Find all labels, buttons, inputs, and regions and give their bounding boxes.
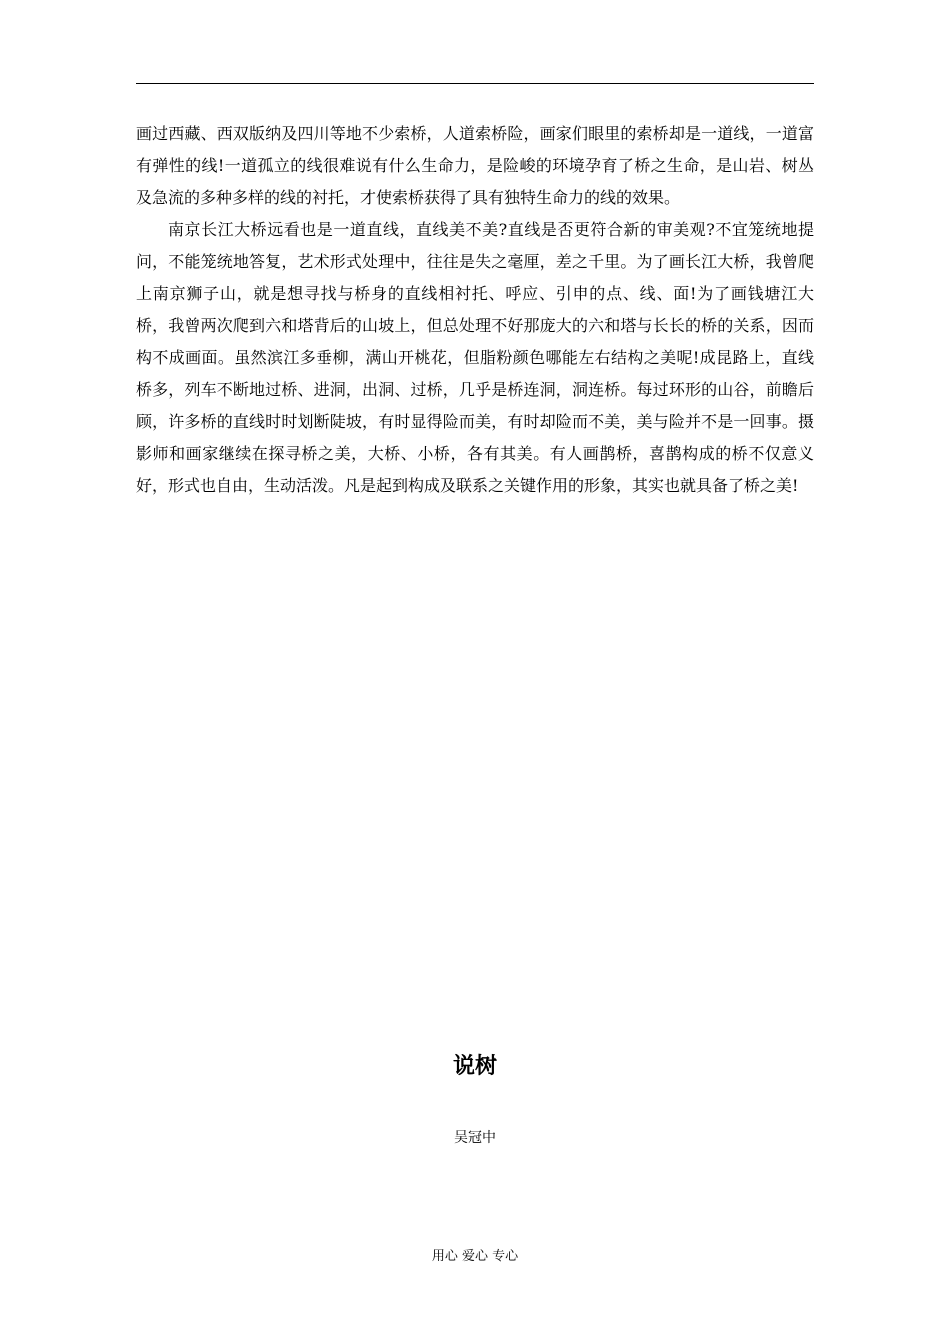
page-footer: 用心 爱心 专心 [431, 1249, 519, 1264]
article-author: 吴冠中 [454, 1130, 496, 1146]
article-title: 说树 [452, 1053, 497, 1079]
article-body [136, 118, 814, 502]
header-rule [136, 83, 814, 84]
paragraph-1: 画过西藏、西双版纳及四川等地不少索桥，人道索桥险，画家们眼里的索桥却是一道线，一道富有弹性的线!一道孤立的线很难说有什么生命力，是险峻的环境孕育了桥之生命，是山岩、树丛及急流的多种多样的线的衬托，才使索桥获得了具有独特生命力的线的效果。 [136, 124, 814, 207]
paragraph-2: 南京长江大桥远看也是一道直线，直线美不美?直线是否更符合新的审美观?不宜笼统地提问，不能笼统地答复，艺术形式处理中，往往是失之毫厘，差之千里。为了画长江大桥，我曾爬上南京狮子山，就是想寻找与桥身的直线相衬托、呼应、引申的点、线、面!为了画钱塘江大桥，我曾两次爬到六和塔背后的山坡上，但总处理不好那庞大的六和塔与长长的桥的关系，因而构不成画面。虽然滨江多垂柳，满山开桃花，但脂粉颜色哪能左右结构之美呢!成昆路上，直线桥多，列车不断地过桥、进洞，出洞、过桥，几乎是桥连洞，洞连桥。每过环形的山谷，前瞻后顾，许多桥的直线时时划断陡坡，有时显得险而美，有时却险而不美，美与险并不是一回事。摄影师和画家继续在探寻桥之美，大桥、小桥，各有其美。有人画鹊桥，喜鹊构成的桥不仅意义好，形式也自由，生动活泼。凡是起到构成及联系之关键作用的形象，其实也就具备了桥之美! [136, 220, 814, 495]
